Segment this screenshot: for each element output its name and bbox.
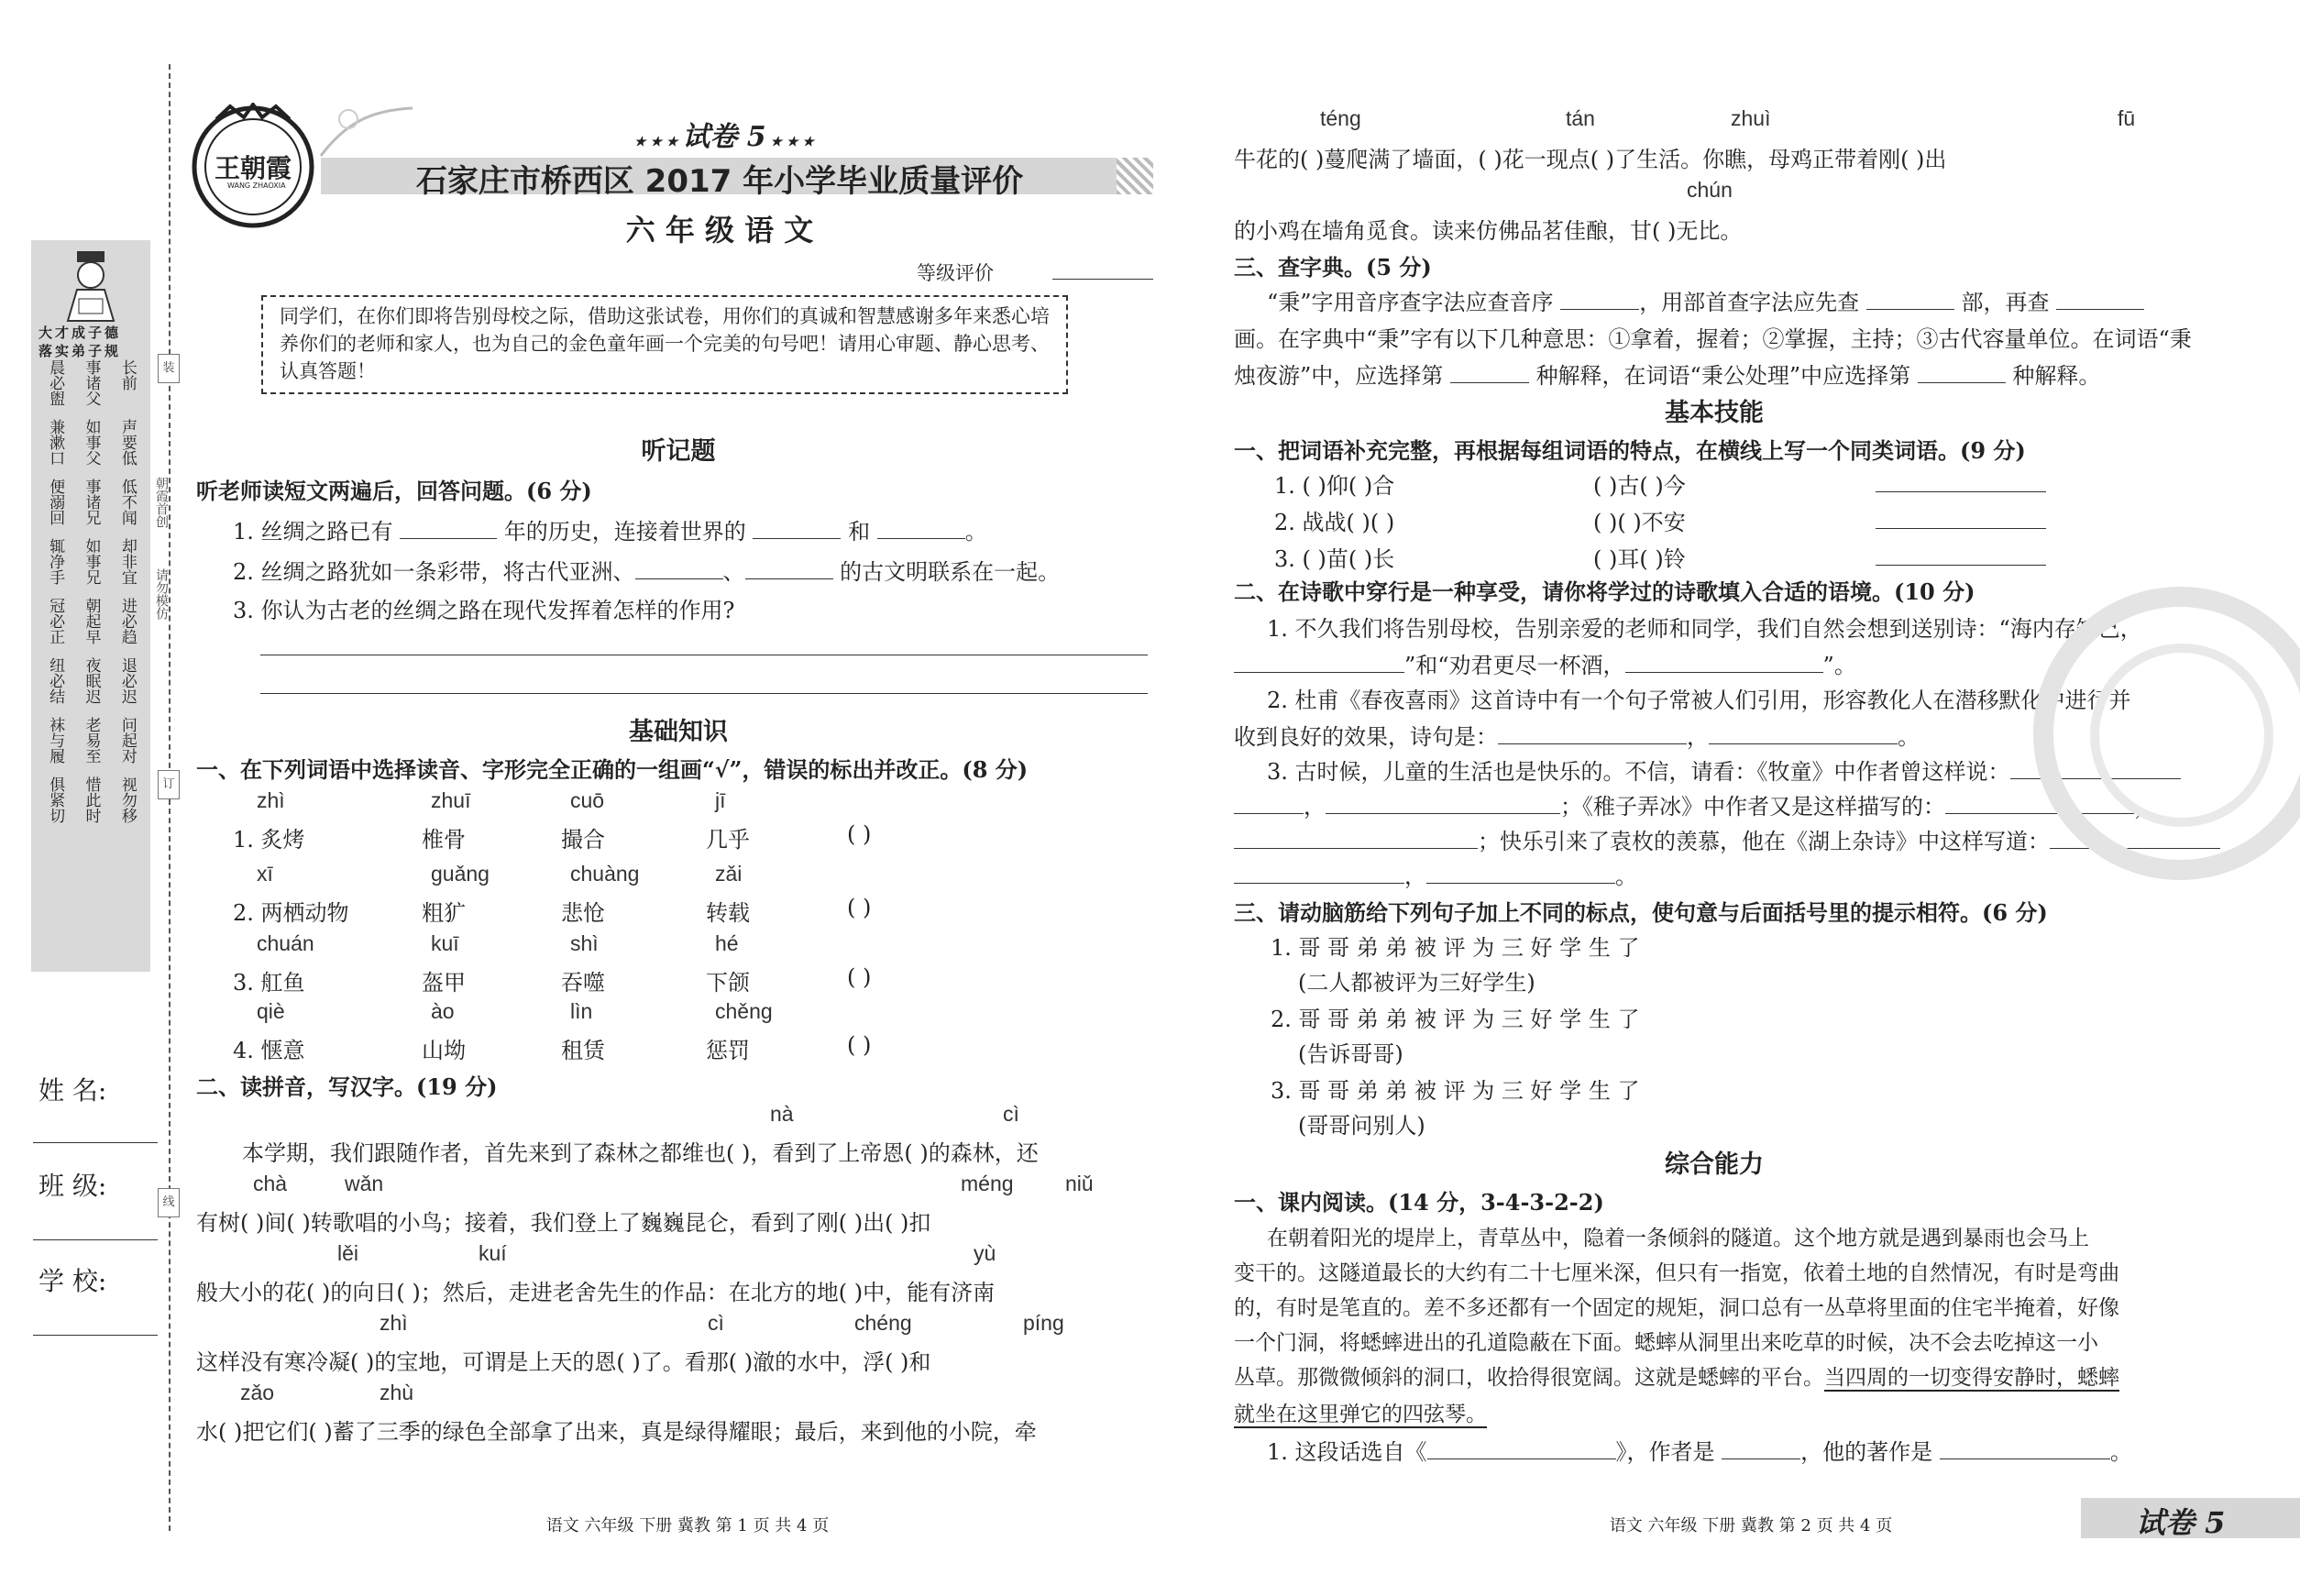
hint: (告诉哥哥) [1298, 1041, 1403, 1067]
motto-list [37, 359, 145, 836]
poetry-q3-text-e: ；快乐引来了袁枚的羡慕，他在《湖上杂诗》中这样写道： [1478, 829, 2050, 854]
poetry-q2-line2 [1234, 719, 1920, 751]
poetry-q1: 1. 不久我们将告别母校，告别亲爱的老师和同学，我们自然会想到送别诗：“海内存知己， [1267, 616, 2142, 642]
word-completion: ( )( )不安 [1593, 510, 1686, 535]
answer-parentheses[interactable]: ( ) [847, 1032, 872, 1058]
answer-blank[interactable] [1940, 1458, 2110, 1459]
basics-section-2: 二、读拼音，写汉字。(19 分) [196, 1073, 498, 1100]
passage-underline-2: 就坐在这里弹它的四弦琴。 [1234, 1403, 1487, 1426]
word: 2. 两栖动物 [233, 900, 349, 926]
hint: (二人都被评为三好学生) [1298, 970, 1535, 996]
poetry-q3-text: 3. 古时候，儿童的生活也是快乐的。不信，请看：《牧童》中作者曾这样说： [1267, 759, 2010, 785]
answer-blank[interactable] [1918, 382, 2006, 383]
pinyin: téng [1320, 106, 1361, 130]
motto-panel [31, 240, 150, 972]
reading-passage-underlined [1234, 1397, 1487, 1427]
brand-sub: WANG ZHAOXIA [227, 182, 286, 190]
answer-blank[interactable] [1625, 672, 1823, 673]
pinyin: kuí [479, 1241, 507, 1265]
footer-left: 语文 六年级 下册 冀教 第 1 页 共 4 页 [545, 1516, 830, 1535]
motto-row [37, 776, 145, 823]
dict-text-1b: ，用部首查字法应先查 [1639, 290, 1860, 315]
pinyin: xī [257, 862, 273, 886]
poetry-q3-text-d: ， [2134, 794, 2156, 820]
dict-text-3c: 种解释。 [2012, 363, 2101, 389]
copyright-note-2: 请勿模仿 [154, 568, 169, 620]
answer-parentheses[interactable]: ( ) [847, 821, 872, 847]
pinyin: cì [1003, 1102, 1019, 1126]
motto-row [37, 419, 145, 466]
motto-text: 如事兄 [82, 538, 101, 585]
word-completion: 2. 战战( )( ) [1274, 510, 1395, 535]
dict-text-3a: 烛夜游”中，应选择第 [1234, 363, 1444, 389]
pinyin: zhì [380, 1311, 408, 1335]
motto-text: 事诸父 [82, 359, 101, 406]
answer-blank[interactable] [1234, 883, 1404, 884]
word: 悲怆 [561, 900, 605, 926]
dictionary-line-2: 画。在字典中“秉”字有以下几种意思：①拿着，握着；②掌握，主持；③古代容量单位。在词语“秉 [1234, 326, 2192, 352]
answer-blank[interactable] [1866, 309, 1954, 310]
sentence: 1. 哥 哥 弟 弟 被 评 为 三 好 学 生 了 [1271, 935, 1640, 961]
exam-tag-stars-left: ★ ★ ★ [634, 135, 683, 149]
passage-line: 在朝着阳光的堤岸上，青草丛中，隐着一条倾斜的隧道。这个地方就是遇到暴雨也会马上 [1267, 1227, 2089, 1250]
word: 下颌 [706, 970, 750, 996]
listening-q2 [233, 554, 1060, 586]
word-completion: ( )古( )今 [1593, 473, 1686, 499]
motto-text: 便溺回 [46, 479, 65, 525]
motto-text: 问起对 [117, 717, 137, 764]
watermark-stamp-inner [2090, 644, 2273, 827]
pinyin: niǔ [1065, 1172, 1094, 1195]
listening-q1 [233, 513, 987, 545]
motto-row [37, 359, 145, 406]
answer-blank[interactable] [877, 538, 965, 539]
basics-heading: 基础知识 [629, 718, 728, 746]
grade-eval-label: 等级评价 [917, 262, 994, 284]
pinyin: lìn [570, 999, 593, 1023]
listening-q2-text-c: 的古文明联系在一起。 [840, 559, 1061, 585]
motto-text: 进必趋 [117, 598, 137, 644]
pinyin: chěng [715, 999, 773, 1023]
motto-row [37, 717, 145, 764]
dict-text-1: “秉”字用音序查字法应查音序 [1267, 290, 1554, 315]
motto-text: 视勿移 [117, 776, 137, 823]
motto-text: 却非宜 [117, 538, 137, 585]
answer-line[interactable] [260, 693, 1148, 694]
motto-text: 长前 [117, 359, 137, 391]
pinyin: cuō [570, 788, 605, 812]
passage-underline-1: 当四周的一切变得安静时，蟋蟀 [1824, 1366, 2119, 1390]
motto-text: 辄净手 [46, 538, 65, 585]
passage-line: 般大小的花( )的向日( )；然后，走进老舍先生的作品：在北方的地( )中，能有济南 [196, 1280, 996, 1305]
word: 惩罚 [706, 1038, 750, 1063]
answer-blank[interactable] [1709, 743, 1898, 744]
pinyin: qiè [257, 999, 285, 1023]
brand-logo [189, 103, 317, 231]
dict-text-1c: 部，再查 [1961, 290, 2050, 315]
answer-blank[interactable] [1498, 743, 1687, 744]
pinyin: chuàng [570, 862, 640, 886]
scholar-illustration [59, 249, 123, 323]
motto-text: 兼漱口 [46, 419, 65, 466]
name-field[interactable] [33, 1142, 158, 1143]
intro-note: 同学们，在你们即将告别母校之际，借助这张试卷，用你们的真诚和智慧感谢多年来悉心培养你们的老师和家人，也为自己的金色童年画一个完美的句号吧！请用心审题、静心思考、认真答题！ [261, 295, 1068, 394]
word: 转载 [706, 900, 750, 926]
word: 盔甲 [422, 970, 466, 996]
word: 1. 炙烤 [233, 827, 305, 853]
sentence: 3. 哥 哥 弟 弟 被 评 为 三 好 学 生 了 [1271, 1078, 1640, 1104]
listening-q1-text-d: 。 [964, 519, 987, 545]
pinyin: yù [974, 1241, 996, 1265]
dict-text-3b: 种解释，在词语“秉公处理”中应选择第 [1535, 363, 1911, 389]
motto-text: 惜此时 [82, 776, 101, 823]
motto-row [37, 538, 145, 585]
class-label: 班 级: [39, 1171, 107, 1201]
pinyin: tán [1566, 106, 1595, 130]
cut-mark-1: 装 [158, 354, 180, 383]
listening-q3: 3. 你认为古老的丝绸之路在现代发挥着怎样的作用? [233, 598, 735, 623]
brand-name: 王朝霞 [215, 153, 292, 183]
word: 山坳 [422, 1038, 466, 1063]
word: 几乎 [706, 827, 750, 853]
passage-line: 本学期，我们跟随作者，首先来到了森林之都维也( )，看到了上帝恩( )的森林，还 [242, 1140, 1039, 1166]
poetry-q3-text-c: ；《稚子弄冰》中作者又是这样描写的： [1560, 794, 1945, 820]
poetry-q1-line2 [1234, 647, 1856, 679]
answer-blank[interactable] [1326, 813, 1560, 814]
poetry-q3-line2 [1234, 788, 2156, 820]
answer-parentheses[interactable]: ( ) [847, 895, 872, 920]
passage-line: 的，有时是笔直的。差不多还都有一个固定的规矩，洞口总有一丛草将里面的住宅半掩着，好像 [1234, 1296, 2119, 1320]
poetry-q3-text-b: ， [1304, 794, 1326, 820]
exam-tag [623, 114, 825, 154]
answer-blank[interactable] [1876, 528, 2046, 529]
reading-section: 一、课内阅读。(14 分，3-4-3-2-2) [1234, 1189, 1604, 1216]
listening-q2-text-b: 、 [722, 559, 745, 585]
answer-blank[interactable] [400, 538, 497, 539]
cut-mark-3: 线 [158, 1188, 180, 1217]
motto-sub: 落实弟子规 [39, 343, 122, 359]
motto-text: 俱紧切 [46, 776, 65, 823]
copyright-note-1: 朝霞首创 [154, 477, 169, 528]
answer-blank[interactable] [1876, 565, 2046, 566]
poetry-q1-text-b: ”和“劝君更尽一杯酒， [1404, 653, 1625, 678]
answer-parentheses[interactable]: ( ) [847, 964, 872, 990]
motto-text: 老易至 [82, 717, 101, 764]
passage-line: 的小鸡在墙角觅食。读来仿佛品茗佳酿，甘( )无比。 [1234, 218, 1743, 244]
word-completion: ( )耳( )铃 [1593, 546, 1686, 572]
pinyin: guǎng [431, 862, 490, 886]
pinyin: ào [431, 999, 455, 1023]
poetry-q3-text-f: ， [1404, 864, 1426, 889]
sentence: 2. 哥 哥 弟 弟 被 评 为 三 好 学 生 了 [1271, 1007, 1640, 1032]
title-band-dots [1117, 158, 1153, 194]
cut-mark-2: 订 [158, 770, 180, 799]
pinyin: wǎn [345, 1172, 384, 1195]
answer-blank[interactable] [2056, 309, 2144, 310]
pinyin: fū [2118, 106, 2136, 130]
grade-eval-field[interactable] [1052, 279, 1153, 280]
pinyin: zhuì [1731, 106, 1771, 130]
pinyin: zhù [380, 1381, 414, 1404]
footer-tag: 试卷 5 [2136, 1505, 2226, 1540]
motto-text: 声要低 [117, 419, 137, 466]
pinyin: zǎi [715, 862, 743, 886]
pinyin: píng [1023, 1311, 1064, 1335]
pinyin: shì [570, 931, 599, 955]
pinyin: cì [708, 1311, 724, 1335]
school-label: 学 校: [39, 1266, 107, 1296]
motto-text: 晨必盥 [46, 359, 65, 406]
answer-blank[interactable] [635, 578, 723, 579]
answer-blank[interactable] [1722, 1458, 1800, 1459]
answer-blank[interactable] [1234, 672, 1404, 673]
motto-text: 退必迟 [117, 657, 137, 704]
answer-blank[interactable] [1426, 883, 1615, 884]
class-field[interactable] [33, 1239, 158, 1240]
poetry-q2-text-b: 收到良好的效果，诗句是： [1234, 724, 1498, 750]
answer-blank[interactable] [1427, 1458, 1616, 1459]
poetry-q3-line4 [1234, 858, 1637, 890]
answer-blank[interactable] [1234, 848, 1478, 849]
word: 撮合 [561, 827, 605, 853]
subject-title: 六 年 级 语 文 [625, 213, 814, 248]
motto-top: 大才成子德 [39, 325, 122, 341]
school-field[interactable] [33, 1335, 158, 1336]
pinyin: zhuī [431, 788, 471, 812]
answer-blank[interactable] [1234, 813, 1304, 814]
listening-q1-text-a: 1. 丝绸之路已有 [233, 519, 393, 545]
comprehensive-heading: 综合能力 [1665, 1150, 1764, 1179]
pinyin: chéng [854, 1311, 912, 1335]
pinyin: chuán [257, 931, 314, 955]
pinyin: nà [770, 1102, 794, 1126]
passage-line: 变干的。这隧道最长的大约有二十七厘米深，但只有一指宽，依着土地的自然情况，有时是弯曲 [1234, 1261, 2119, 1285]
reading-q1-text-a: 1. 这段话选自《 [1267, 1439, 1427, 1465]
skills-section-3: 三、请动脑筋给下列句子加上不同的标点，使句意与后面括号里的提示相符。(6 分) [1234, 899, 2048, 926]
word: 4. 惬意 [233, 1038, 305, 1063]
footer-right: 语文 六年级 下册 冀教 第 2 页 共 4 页 [1609, 1516, 1893, 1535]
pinyin: lěi [337, 1241, 359, 1265]
motto-text: 如事父 [82, 419, 101, 466]
motto-text: 事诸兄 [82, 479, 101, 525]
poetry-q2-text-c: ， [1687, 724, 1709, 750]
motto-text: 朝起早 [82, 598, 101, 644]
answer-blank[interactable] [1560, 309, 1639, 310]
poetry-q2: 2. 杜甫《春夜喜雨》这首诗中有一个句子常被人们引用，形容教化人在潜移默化中进行并 [1267, 688, 2131, 713]
pinyin: chún [1687, 178, 1733, 202]
dictionary-section: 三、查字典。(5 分) [1234, 254, 1432, 281]
skills-heading: 基本技能 [1665, 399, 1764, 427]
word-completion: 1. ( )仰( )合 [1274, 473, 1395, 499]
skills-section-1: 一、把词语补充完整，再根据每组词语的特点，在横线上写一个同类词语。(9 分) [1234, 437, 2026, 464]
pinyin: jī [715, 788, 726, 812]
dictionary-line-3 [1234, 358, 2100, 390]
listening-q2-text-a: 2. 丝绸之路犹如一条彩带，将古代亚洲、 [233, 559, 635, 585]
hint: (哥哥问别人) [1298, 1113, 1425, 1139]
word-completion: 3. ( )苗( )长 [1274, 546, 1395, 572]
passage-line: 水( )把它们( )蓄了三季的绿色全部拿了出来，真是绿得耀眼；最后，来到他的小院，牵 [196, 1419, 1037, 1445]
name-label: 姓 名: [39, 1075, 107, 1106]
skills-section-2: 二、在诗歌中穿行是一种享受，请你将学过的诗歌填入合适的语境。(10 分) [1234, 578, 1975, 605]
word: 椎骨 [422, 827, 466, 853]
pinyin: zǎo [240, 1381, 275, 1404]
passage-line: 有树( )间( )转歌唱的小鸟；接着，我们登上了巍巍昆仑，看到了刚( )出( )扣 [196, 1210, 931, 1236]
passage-line: 这样没有寒冷凝( )的宝地，可谓是上天的恩( )了。看那( )澈的水中，浮( )和 [196, 1349, 931, 1375]
listening-heading: 听记题 [641, 437, 716, 466]
motto-row [37, 479, 145, 525]
exam-tag-label: 试卷 5 [682, 121, 766, 153]
motto-row [37, 657, 145, 704]
word: 吞噬 [561, 970, 605, 996]
dictionary-line-1 [1267, 284, 2144, 316]
exam-title: 石家庄市桥西区 2017 年小学毕业质量评价 [415, 163, 1024, 200]
pinyin: zhì [257, 788, 285, 812]
passage-line: 一个门洞，将蟋蟀进出的孔道隐蔽在下面。蟋蟀从洞里出来吃草的时候，决不会去吃掉这一小 [1234, 1331, 2098, 1355]
motto-row [37, 598, 145, 644]
motto-text: 夜眠迟 [82, 657, 101, 704]
pinyin: hé [715, 931, 739, 955]
reading-q1-text-b: 》，作者是 [1615, 1439, 1715, 1465]
answer-blank[interactable] [753, 538, 841, 539]
motto-text: 纽必结 [46, 657, 65, 704]
pinyin: kuī [431, 931, 459, 955]
poetry-q1-text-c: ”。 [1822, 653, 1856, 678]
pinyin: méng [961, 1172, 1014, 1195]
reading-q1 [1267, 1434, 2132, 1466]
motto-text: 低不闻 [117, 479, 137, 525]
motto-text: 袜与履 [46, 717, 65, 764]
passage-line: 丛草。那微微倾斜的洞口，收拾得很宽阔。这就是蟋蟀的平台。当四周的一切变得安静时，蟋蟀 [1234, 1366, 2119, 1390]
listening-q1-text-c: 和 [848, 519, 871, 545]
word: 粗犷 [422, 900, 466, 926]
basics-section-1: 一、在下列词语中选择读音、字形完全正确的一组画“√”，错误的标出并改正。(8 分) [196, 756, 1029, 783]
motto-text: 冠必正 [46, 598, 65, 644]
listening-q1-text-b: 年的历史，连接着世界的 [503, 519, 746, 545]
word: 租赁 [561, 1038, 605, 1063]
answer-blank[interactable] [1876, 491, 2046, 492]
answer-blank[interactable] [1450, 382, 1529, 383]
exam-tag-stars-right: ★ ★ ★ [765, 135, 814, 149]
reading-q1-text-d: 。 [2109, 1439, 2132, 1465]
listening-instruction: 听老师读短文两遍后，回答问题。(6 分) [196, 478, 592, 504]
poetry-q3-text-g: 。 [1615, 864, 1637, 889]
reading-q1-text-c: ，他的著作是 [1800, 1439, 1933, 1465]
pinyin: chà [253, 1172, 288, 1195]
passage-line: 牛花的( )蔓爬满了墙面，( )花一现点( )了生活。你瞧，母鸡正带着刚( )出 [1234, 147, 1947, 172]
poetry-q2-text-d: 。 [1898, 724, 1920, 750]
answer-blank[interactable] [745, 578, 833, 579]
word: 3. 舡鱼 [233, 970, 305, 996]
